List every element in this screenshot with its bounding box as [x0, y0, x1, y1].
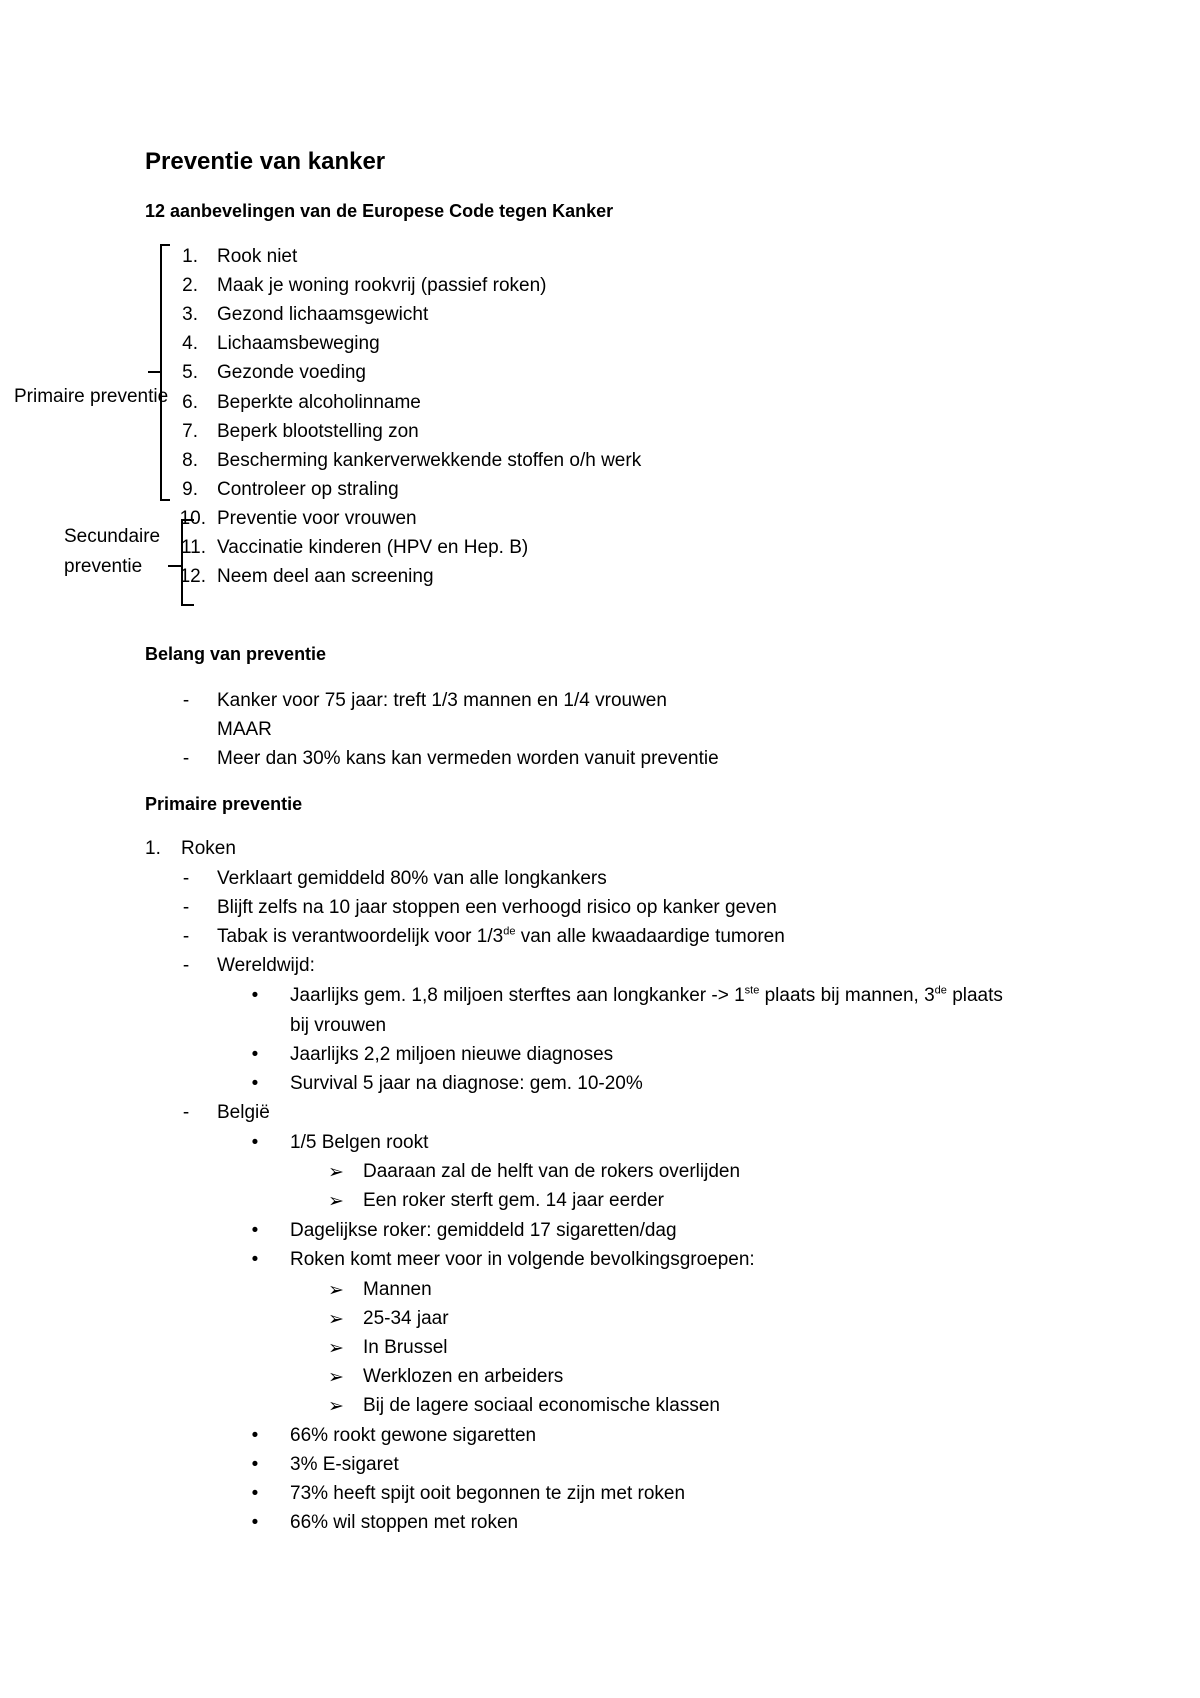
tabak-text-after: van alle kwaadaardige tumoren — [515, 926, 785, 947]
list-item: Jaarlijks 2,2 miljoen nieuwe diagnoses — [290, 1044, 614, 1065]
list-item: MAAR — [217, 719, 272, 740]
bullet-marker: • — [251, 1220, 259, 1241]
tabak-text: Tabak is verantwoordelijk voor 1/3 — [217, 926, 504, 947]
list-number: 6. — [182, 392, 198, 413]
dash-marker: - — [182, 748, 190, 769]
list-item — [290, 985, 1003, 1007]
list-item: Maak je woning rookvrij (passief roken) — [217, 275, 547, 296]
arrow-bullet-icon: ➢ — [328, 1309, 344, 1330]
list-item: 66% rookt gewone sigaretten — [290, 1425, 537, 1446]
roken-label: Roken — [181, 838, 236, 859]
list-item: Meer dan 30% kans kan vermeden worden vanuit preventie — [217, 748, 719, 769]
ww1-text: Jaarlijks gem. 1,8 miljoen sterftes aan longkanker -> 1 — [290, 985, 745, 1006]
list-number: 7. — [182, 421, 198, 442]
primaire-heading: Primaire preventie — [145, 794, 303, 814]
dash-marker: - — [182, 897, 190, 918]
bullet-marker: • — [251, 985, 259, 1006]
list-item: Mannen — [363, 1279, 432, 1300]
list-item: Een roker sterft gem. 14 jaar eerder — [363, 1190, 664, 1211]
list-item: 66% wil stoppen met roken — [290, 1512, 519, 1533]
dash-marker: - — [182, 926, 190, 947]
arrow-bullet-icon: ➢ — [328, 1191, 344, 1212]
page-title: Preventie van kanker — [145, 148, 386, 175]
arrow-bullet-icon: ➢ — [328, 1367, 344, 1388]
list-number: 12. — [179, 566, 206, 587]
arrow-bullet-icon: ➢ — [328, 1280, 344, 1301]
list-number: 11. — [180, 537, 206, 558]
list-item: Dagelijkse roker: gemiddeld 17 sigaretten/dag — [290, 1220, 677, 1241]
list-number: 1. — [182, 246, 198, 267]
list-item: Verklaart gemiddeld 80% van alle longkankers — [217, 868, 607, 889]
list-item: 73% heeft spijt ooit begonnen te zijn met roken — [290, 1483, 686, 1504]
list-item-continuation: bij vrouwen — [290, 1015, 387, 1036]
list-item: 1/5 Belgen rookt — [290, 1132, 429, 1153]
list-item: Bescherming kankerverwekkende stoffen o/h werk — [217, 450, 642, 471]
superscript: ste — [744, 984, 760, 997]
bullet-marker: • — [251, 1512, 259, 1533]
belgie-label: België — [217, 1102, 270, 1123]
list-number: 10. — [179, 508, 206, 529]
wereldwijd-label: Wereldwijd: — [217, 955, 315, 976]
list-number: 4. — [182, 333, 198, 354]
secondary-prevention-label-line2: preventie — [64, 556, 143, 577]
list-item: Gezond lichaamsgewicht — [217, 304, 429, 325]
list-item: Controleer op straling — [217, 479, 399, 500]
code-heading: 12 aanbevelingen van de Europese Code tegen Kanker — [145, 201, 614, 221]
arrow-bullet-icon: ➢ — [328, 1338, 344, 1359]
list-item: In Brussel — [363, 1337, 448, 1358]
bullet-marker: • — [251, 1073, 259, 1094]
dash-marker: - — [182, 1102, 190, 1123]
list-number: 1. — [145, 838, 161, 859]
primary-prevention-label: Primaire preventie — [14, 386, 169, 407]
list-item: Daaraan zal de helft van de rokers overlijden — [363, 1161, 741, 1182]
belang-heading: Belang van preventie — [145, 644, 327, 664]
dash-marker: - — [182, 690, 190, 711]
list-number: 3. — [182, 304, 198, 325]
list-number: 8. — [182, 450, 198, 471]
list-item: Gezonde voeding — [217, 362, 366, 383]
list-item: Bij de lagere sociaal economische klassen — [363, 1395, 720, 1416]
list-number: 5. — [182, 362, 198, 383]
bullet-marker: • — [251, 1044, 259, 1065]
list-item: Beperk blootstelling zon — [217, 421, 419, 442]
list-number: 2. — [182, 275, 198, 296]
list-item: Roken komt meer voor in volgende bevolkingsgroepen: — [290, 1249, 755, 1270]
bullet-marker: • — [251, 1249, 259, 1270]
dash-marker: - — [182, 955, 190, 976]
list-item: Blijft zelfs na 10 jaar stoppen een verhoogd risico op kanker geven — [217, 897, 777, 918]
list-item: Kanker voor 75 jaar: treft 1/3 mannen en 1/4 vrouwen — [217, 690, 667, 711]
list-item: 25-34 jaar — [363, 1308, 449, 1329]
list-item: 3% E-sigaret — [290, 1454, 399, 1475]
list-item: Survival 5 jaar na diagnose: gem. 10-20% — [290, 1073, 643, 1094]
secondary-bracket — [182, 520, 194, 605]
arrow-bullet-icon: ➢ — [328, 1396, 344, 1417]
list-item: Werklozen en arbeiders — [363, 1366, 564, 1387]
bullet-marker: • — [251, 1132, 259, 1153]
bullet-marker: • — [251, 1454, 259, 1475]
list-number: 9. — [182, 479, 198, 500]
ww1-text-b: plaats bij mannen, 3 — [759, 985, 935, 1006]
bullet-marker: • — [251, 1483, 259, 1504]
list-item: Beperkte alcoholinname — [217, 392, 421, 413]
list-item: Preventie voor vrouwen — [217, 508, 417, 529]
list-item: Vaccinatie kinderen (HPV en Hep. B) — [217, 537, 529, 558]
bullet-marker: • — [251, 1425, 259, 1446]
list-item: Neem deel aan screening — [217, 566, 434, 587]
superscript: de — [934, 984, 947, 997]
list-item — [217, 926, 785, 948]
ww1-text-c: plaats — [946, 985, 1003, 1006]
dash-marker: - — [182, 868, 190, 889]
superscript: de — [503, 925, 516, 938]
arrow-bullet-icon: ➢ — [328, 1162, 344, 1183]
list-item: Lichaamsbeweging — [217, 333, 380, 354]
secondary-prevention-label-line1: Secundaire — [64, 526, 161, 547]
list-item: Rook niet — [217, 246, 298, 267]
